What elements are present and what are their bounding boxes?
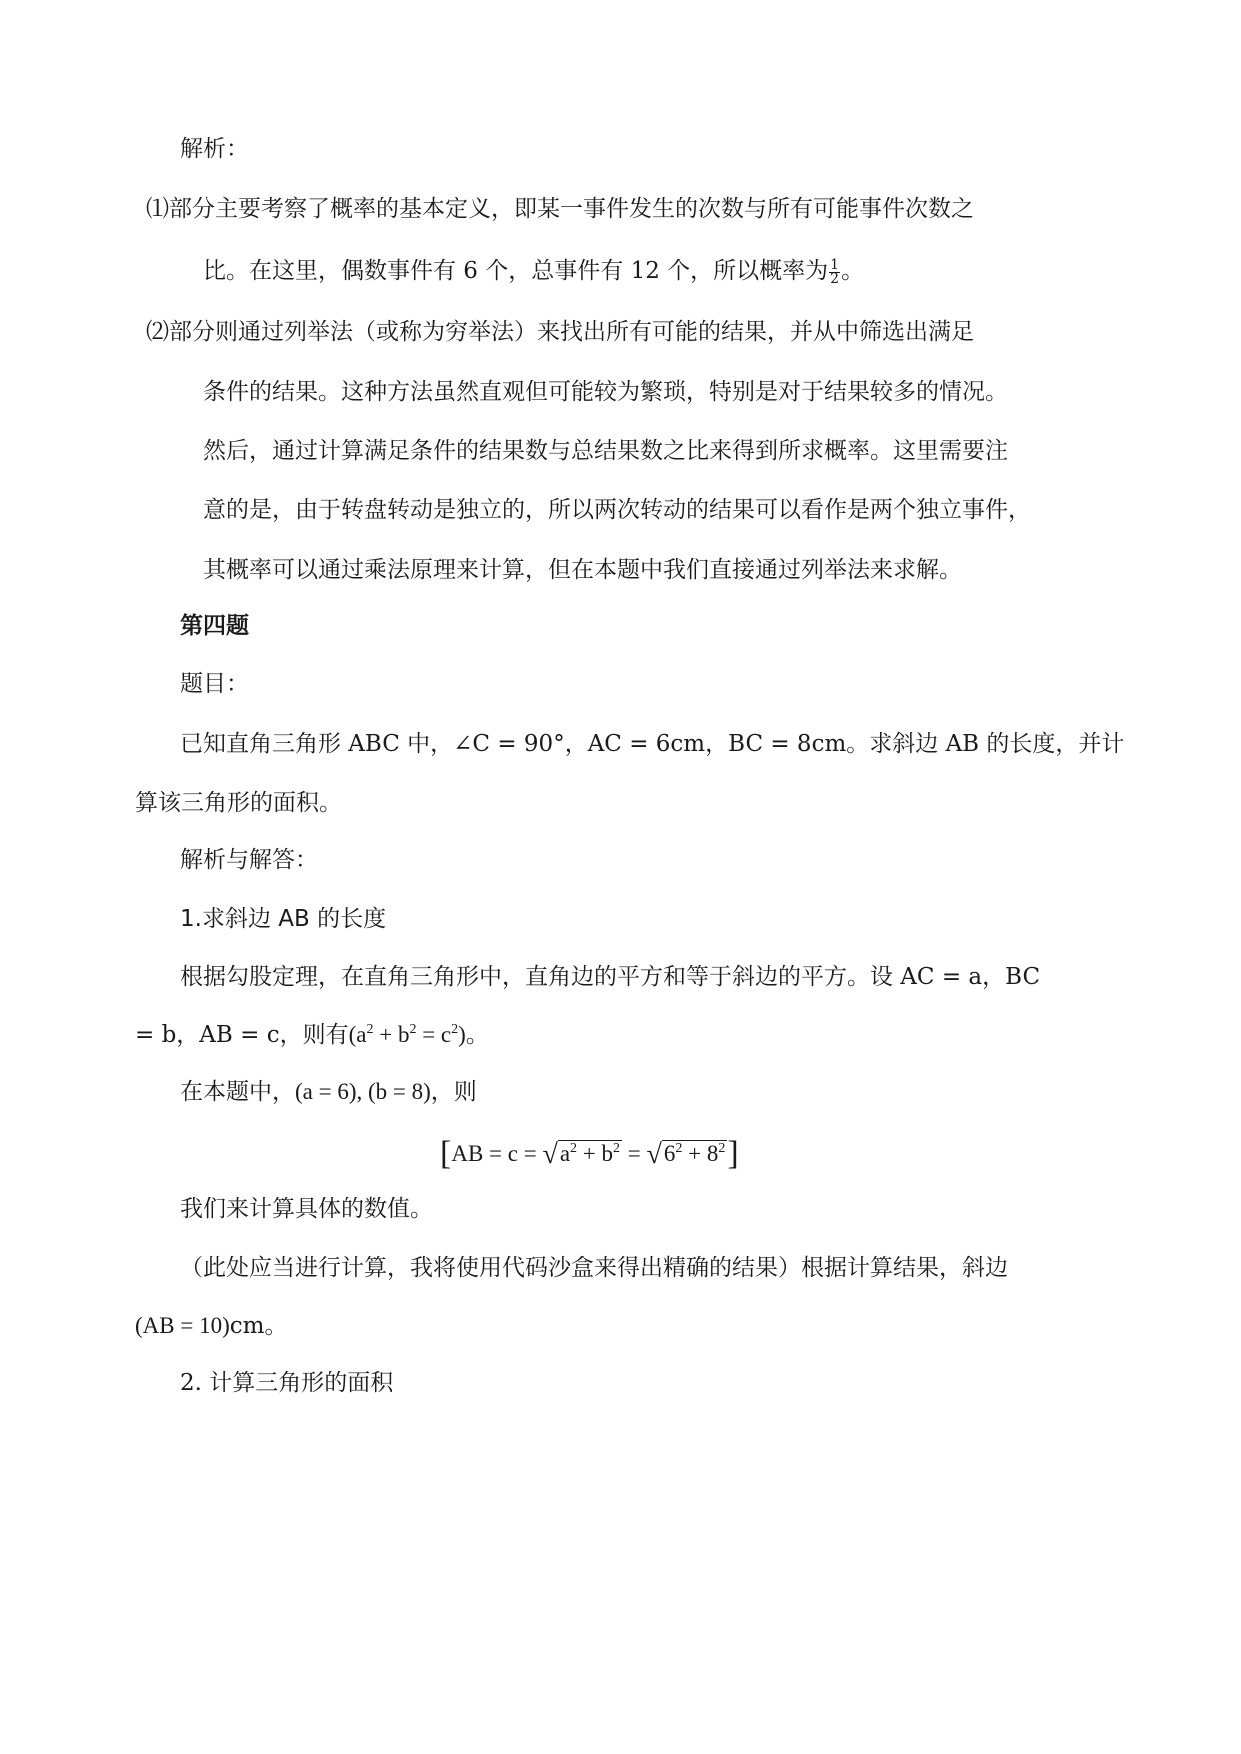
radical-2 bbox=[647, 1134, 728, 1175]
item-1-text-2: 比。在这里，偶数事件有 6 个，总事件有 12 个，所以概率为 bbox=[203, 258, 829, 284]
step-1-line-2 bbox=[135, 1020, 489, 1050]
question-line-2: 算该三角形的面积。 bbox=[135, 790, 342, 816]
exponent: 2 bbox=[675, 1141, 683, 1156]
step-1-line-2-end: 。 bbox=[465, 1022, 489, 1048]
radical-1 bbox=[542, 1134, 622, 1175]
exponent: 2 bbox=[366, 1022, 374, 1037]
step-2-title: 2. 计算三角形的面积 bbox=[180, 1370, 394, 1396]
step-1-line-6 bbox=[135, 1311, 287, 1341]
analysis-heading: 解析： bbox=[180, 136, 249, 162]
step-1-line-5: （此处应当进行计算，我将使用代码沙盒来得出精确的结果）根据计算结果，斜边 bbox=[180, 1255, 1008, 1281]
formula-part: ) bbox=[458, 1022, 466, 1047]
question-title: 第四题 bbox=[180, 612, 249, 639]
sqrt-icon: √ bbox=[646, 1139, 662, 1170]
answer-heading: 解析与解答： bbox=[180, 847, 318, 873]
formula-ab: AB = c = bbox=[451, 1141, 543, 1166]
analysis-item-1-line-1 bbox=[146, 194, 974, 224]
formula-part: + b bbox=[577, 1141, 614, 1166]
sqrt-icon: √ bbox=[542, 1139, 558, 1170]
formula-part: = c bbox=[416, 1022, 452, 1047]
item-2-marker: ⑵ bbox=[146, 319, 169, 345]
formula-right-bracket: ] bbox=[727, 1135, 739, 1172]
step-1-line-2-text: = b，AB = c，则有 bbox=[135, 1022, 349, 1048]
exponent: 2 bbox=[570, 1141, 578, 1156]
hypotenuse-formula bbox=[440, 1134, 739, 1174]
analysis-item-2-line-3: 然后，通过计算满足条件的结果数与总结果数之比来得到所求概率。这里需要注 bbox=[203, 438, 1008, 464]
formula-part: 6 bbox=[663, 1141, 676, 1166]
exponent: 2 bbox=[613, 1141, 621, 1156]
item-2-text: 部分则通过列举法（或称为穷举法）来找出所有可能的结果，并从中筛选出满足 bbox=[169, 319, 974, 345]
question-line-1: 已知直角三角形 ABC 中，∠C = 90°，AC = 6cm，BC = 8cm。求斜边 AB 的长度，并计 bbox=[180, 731, 1125, 757]
exponent: 2 bbox=[718, 1141, 726, 1156]
pythagoras-inline-formula bbox=[349, 1022, 466, 1047]
analysis-item-1-line-2 bbox=[203, 256, 864, 286]
item-1-text: 部分主要考察了概率的基本定义，即某一事件发生的次数与所有可能事件次数之 bbox=[169, 196, 974, 222]
item-1-marker: ⑴ bbox=[146, 196, 169, 222]
formula-part: + b bbox=[373, 1022, 410, 1047]
probability-fraction bbox=[829, 256, 840, 287]
item-1-end: 。 bbox=[841, 258, 865, 284]
formula-part: (a bbox=[348, 1022, 367, 1047]
formula-left-bracket: [ bbox=[440, 1135, 452, 1172]
fraction-denominator: 2 bbox=[830, 270, 840, 287]
exponent: 2 bbox=[409, 1022, 417, 1037]
step-1-line-3 bbox=[180, 1077, 477, 1107]
formula-part: + 8 bbox=[682, 1141, 719, 1166]
formula-part: a bbox=[559, 1141, 571, 1166]
step-1-line-4: 我们来计算具体的数值。 bbox=[180, 1196, 433, 1222]
exponent: 2 bbox=[451, 1022, 459, 1037]
question-heading: 题目： bbox=[180, 671, 249, 697]
analysis-item-2-line-1 bbox=[146, 317, 974, 347]
step-1-line-1: 根据勾股定理，在直角三角形中，直角边的平方和等于斜边的平方。设 AC = a，BC bbox=[180, 964, 1041, 990]
hypotenuse-result: (AB = 10) bbox=[135, 1313, 230, 1338]
step-1-line-3-end: ，则 bbox=[430, 1079, 477, 1105]
analysis-item-2-line-4: 意的是，由于转盘转动是独立的，所以两次转动的结果可以看作是两个独立事件， bbox=[203, 497, 1031, 523]
analysis-item-2-line-5: 其概率可以通过乘法原理来计算，但在本题中我们直接通过列举法来求解。 bbox=[203, 557, 962, 583]
given-values-formula: (a = 6), (b = 8) bbox=[295, 1079, 431, 1104]
fraction-numerator: 1 bbox=[830, 256, 840, 273]
step-1-line-6-end: cm。 bbox=[229, 1313, 288, 1339]
formula-equals: = bbox=[622, 1141, 647, 1166]
step-1-title: 1.求斜边 AB 的长度 bbox=[180, 906, 387, 932]
step-1-line-3-text: 在本题中， bbox=[180, 1079, 295, 1105]
analysis-item-2-line-2: 条件的结果。这种方法虽然直观但可能较为繁琐，特别是对于结果较多的情况。 bbox=[203, 379, 1008, 405]
